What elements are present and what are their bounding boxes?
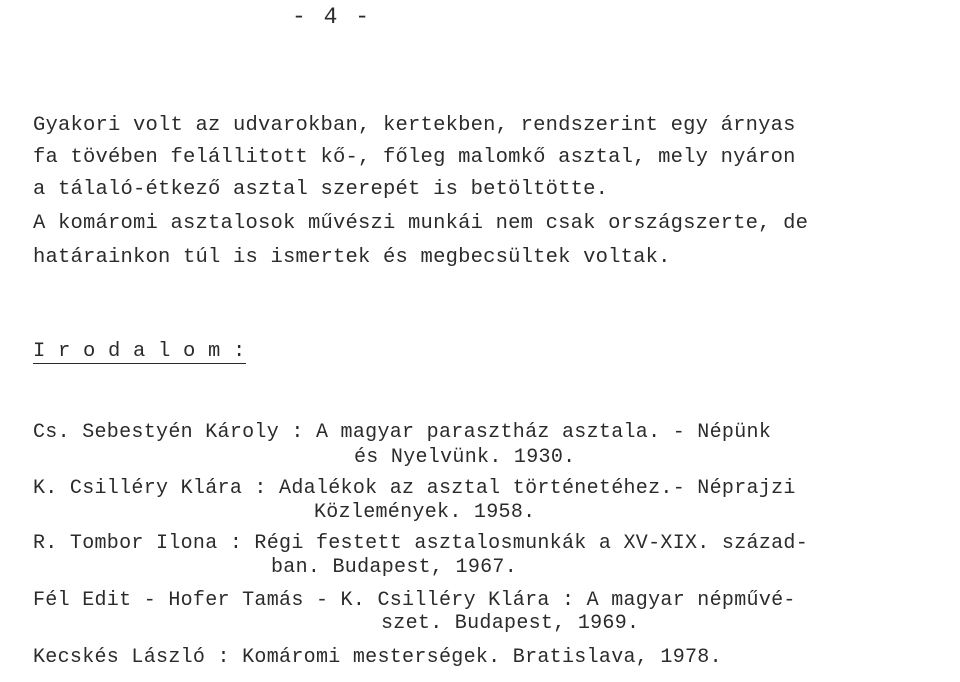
paragraph-line: fa tövében felállitott kő-, főleg malomkő asztal, mely nyáron — [33, 146, 796, 169]
reference-line: Kecskés László : Komáromi mesterségek. Bratislava, 1978. — [33, 646, 722, 669]
paragraph-line: Gyakori volt az udvarokban, kertekben, rendszerint egy árnyas — [33, 114, 796, 137]
reference-line: K. Csilléry Klára : Adalékok az asztal történetéhez.- Néprajzi — [33, 477, 796, 500]
paragraph-line: határainkon túl is ismertek és megbecsültek voltak. — [33, 246, 671, 269]
reference-line: szet. Budapest, 1969. — [381, 612, 640, 635]
reference-line: Közlemények. 1958. — [314, 501, 536, 524]
reference-line: R. Tombor Ilona : Régi festett asztalosmunkák a XV-XIX. század- — [33, 532, 809, 555]
reference-line: és Nyelvünk. 1930. — [354, 446, 576, 469]
page-number: - 4 - — [292, 4, 372, 30]
reference-line: Cs. Sebestyén Károly : A magyar parasztház asztala. - Népünk — [33, 421, 772, 444]
paragraph-line: a tálaló-étkező asztal szerepét is betöltötte. — [33, 178, 609, 201]
reference-line: Fél Edit - Hofer Tamás - K. Csilléry Klára : A magyar népművé- — [33, 589, 796, 612]
reference-line: ban. Budapest, 1967. — [271, 556, 518, 579]
paragraph-line: A komáromi asztalosok művészi munkái nem csak országszerte, de — [33, 212, 809, 235]
section-heading: I r o d a l o m : — [33, 340, 246, 363]
